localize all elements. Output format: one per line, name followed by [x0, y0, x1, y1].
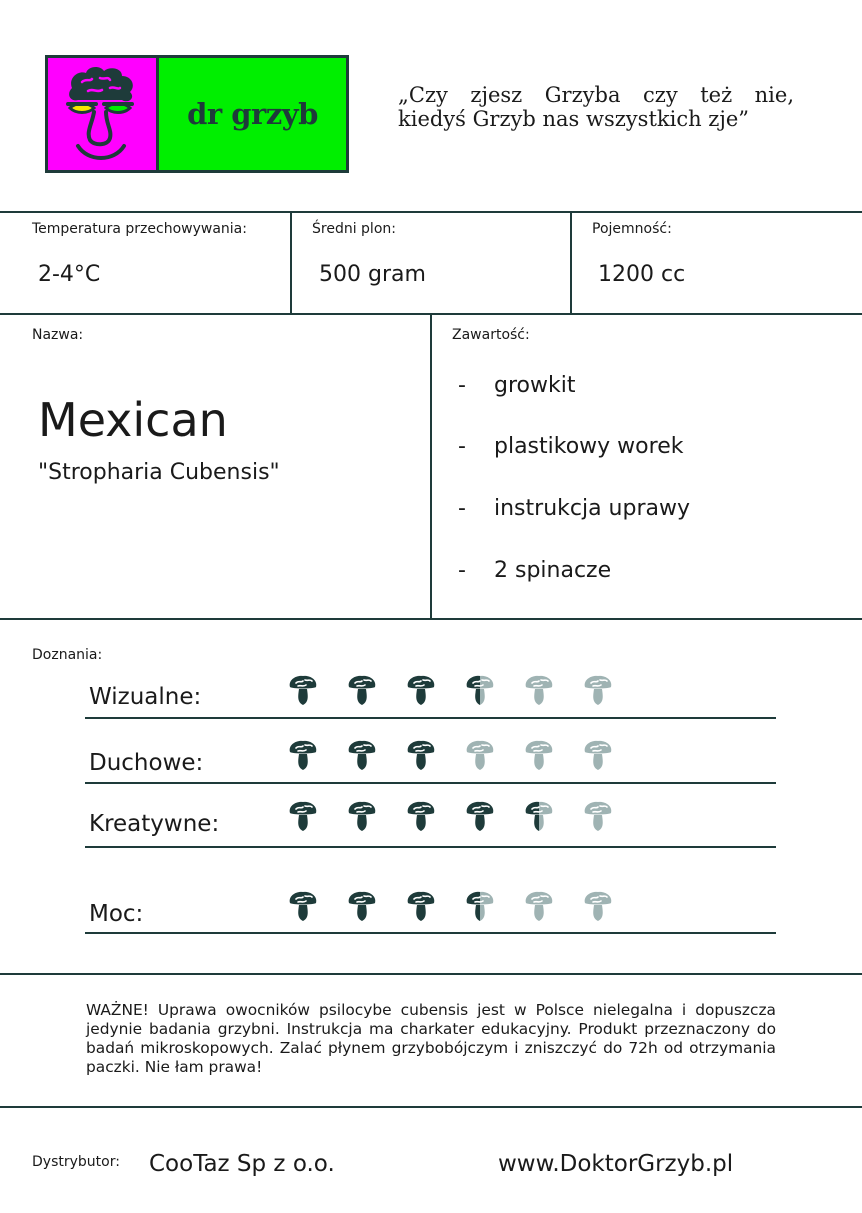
mushroom-icon [288, 739, 318, 771]
name-label: Nazwa: [32, 327, 84, 343]
divider [85, 782, 776, 784]
mushroom-icon [583, 739, 613, 771]
divider [430, 314, 432, 619]
mushroom-icon [583, 890, 613, 922]
rating-label-power: Moc: [89, 901, 144, 927]
list-item [458, 434, 683, 459]
bullet-dash: - [458, 496, 466, 521]
experiences-label: Doznania: [32, 647, 103, 663]
mushroom-icon [465, 674, 495, 706]
mushroom-icon [406, 800, 436, 832]
divider [290, 212, 292, 314]
rating-label-creative: Kreatywne: [89, 811, 220, 837]
legal-notice: WAŻNE! Uprawa owocników psilocybe cubensis jest w Polsce nielegalna i dopuszcza jedynie badania grzybni. Instrukcja ma charkater edukacyjny. Produkt przeznaczony do badań mikroskopowych. Zalać płynem grzybobójczym i zniszczyć do 72h od otrzymania paczki. Nie łam prawa! [86, 1001, 776, 1076]
brand-quote [398, 83, 794, 131]
brand-name: dr grzyb [159, 58, 346, 170]
mushroom-icon [288, 674, 318, 706]
mushroom-icon [524, 739, 554, 771]
mushroom-icon [288, 890, 318, 922]
mushroom-icon [406, 890, 436, 922]
distributor-label: Dystrybutor: [32, 1154, 120, 1170]
product-name: Mexican [38, 393, 228, 447]
rating-label-visual: Wizualne: [89, 684, 202, 710]
mushroom-icon [583, 800, 613, 832]
yield-value: 500 gram [319, 262, 426, 287]
capacity-value: 1200 cc [598, 262, 686, 287]
divider [570, 212, 572, 314]
mushroom-icon [347, 800, 377, 832]
mushroom-icon [465, 800, 495, 832]
mushroom-icon [583, 674, 613, 706]
capacity-label: Pojemność: [592, 221, 672, 237]
storage-temp-label: Temperatura przechowywania: [32, 221, 247, 237]
bullet-dash: - [458, 558, 466, 583]
list-item-label: 2 spinacze [494, 558, 612, 583]
brand-logo [45, 55, 349, 173]
divider [85, 717, 776, 719]
rating-label-spiritual: Duchowe: [89, 750, 204, 776]
list-item [458, 496, 690, 521]
mushroom-icon [347, 674, 377, 706]
bullet-dash: - [458, 373, 466, 398]
product-latin-name: "Stropharia Cubensis" [38, 460, 280, 485]
distributor-company: CooTaz Sp z o.o. [149, 1151, 335, 1177]
yield-label: Średni plon: [312, 221, 396, 237]
divider [0, 1106, 862, 1108]
storage-temp-value: 2-4°C [38, 262, 101, 287]
list-item-label: growkit [494, 373, 576, 398]
distributor-url[interactable]: www.DoktorGrzyb.pl [498, 1151, 734, 1177]
bullet-dash: - [458, 434, 466, 459]
quote-line: „Czy zjesz Grzyba czy też nie, [398, 83, 794, 107]
list-item [458, 558, 611, 583]
list-item [458, 373, 575, 398]
divider [85, 932, 776, 934]
mushroom-icon [524, 800, 554, 832]
mushroom-icon [465, 739, 495, 771]
divider [85, 846, 776, 848]
list-item-label: instrukcja uprawy [494, 496, 691, 521]
divider [0, 211, 862, 213]
contents-label: Zawartość: [452, 327, 530, 343]
logo-face-icon [48, 58, 159, 170]
mushroom-icon [347, 739, 377, 771]
divider [0, 618, 862, 620]
list-item-label: plastikowy worek [494, 434, 684, 459]
quote-line: kiedyś Grzyb nas wszystkich zje” [398, 107, 750, 131]
mushroom-icon [465, 890, 495, 922]
mushroom-icon [347, 890, 377, 922]
mushroom-icon [406, 739, 436, 771]
mushroom-icon [288, 800, 318, 832]
mushroom-icon [524, 890, 554, 922]
divider [0, 973, 862, 975]
mushroom-icon [524, 674, 554, 706]
mushroom-icon [406, 674, 436, 706]
